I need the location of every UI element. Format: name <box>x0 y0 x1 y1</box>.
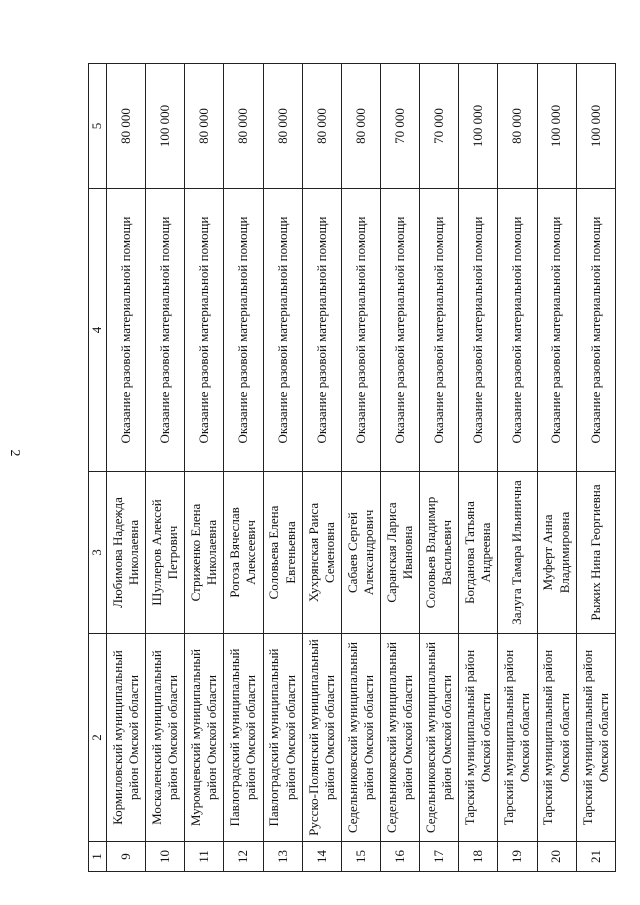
row-number-cell: 18 <box>459 842 498 872</box>
region-cell: Павлоградский муниципальный район Омской области <box>224 634 263 842</box>
row-number-cell: 16 <box>380 842 419 872</box>
table-row <box>380 64 419 872</box>
recipient-name-cell: Саранская Лариса Ивановна <box>380 472 419 634</box>
recipient-name-cell: Муферт Анна Владимировна <box>537 472 576 634</box>
region-cell: Муромцевский муниципальный район Омской области <box>185 634 224 842</box>
row-number-cell: 12 <box>224 842 263 872</box>
row-number-cell: 17 <box>420 842 459 872</box>
assistance-table <box>88 63 616 872</box>
column-header: 2 <box>89 634 107 842</box>
recipient-name-cell: Соловьева Елена Евгеньевна <box>263 472 302 634</box>
region-cell: Тарский муниципальный район Омской области <box>459 634 498 842</box>
row-number-cell: 21 <box>576 842 615 872</box>
purpose-cell: Оказание разовой материальной помощи <box>107 189 146 472</box>
table-row <box>498 64 537 872</box>
amount-cell: 100 000 <box>576 64 615 189</box>
recipient-name-cell: Рыжих Нина Георгиевна <box>576 472 615 634</box>
region-cell: Москаленский муниципальный район Омской области <box>146 634 185 842</box>
amount-cell: 80 000 <box>263 64 302 189</box>
table-row <box>341 64 380 872</box>
column-header: 5 <box>89 64 107 189</box>
table-row <box>459 64 498 872</box>
row-number-cell: 14 <box>302 842 341 872</box>
table-row <box>224 64 263 872</box>
table-row <box>107 64 146 872</box>
recipient-name-cell: Любимова Надежда Николаевна <box>107 472 146 634</box>
purpose-cell: Оказание разовой материальной помощи <box>146 189 185 472</box>
row-number-cell: 15 <box>341 842 380 872</box>
recipient-name-cell: Шуллеров Алексей Петрович <box>146 472 185 634</box>
purpose-cell: Оказание разовой материальной помощи <box>263 189 302 472</box>
amount-cell: 80 000 <box>341 64 380 189</box>
purpose-cell: Оказание разовой материальной помощи <box>576 189 615 472</box>
row-number-cell: 10 <box>146 842 185 872</box>
table-row <box>420 64 459 872</box>
column-header: 1 <box>89 842 107 872</box>
recipient-name-cell: Соловьев Владимир Васильевич <box>420 472 459 634</box>
region-cell: Павлоградский муниципальный район Омской области <box>263 634 302 842</box>
region-cell: Тарский муниципальный район Омской области <box>498 634 537 842</box>
amount-cell: 80 000 <box>302 64 341 189</box>
table-row <box>576 64 615 872</box>
amount-cell: 100 000 <box>146 64 185 189</box>
region-cell: Русско-Полянский муниципальный район Омской области <box>302 634 341 842</box>
amount-cell: 100 000 <box>459 64 498 189</box>
purpose-cell: Оказание разовой материальной помощи <box>380 189 419 472</box>
row-number-cell: 13 <box>263 842 302 872</box>
table-row <box>263 64 302 872</box>
purpose-cell: Оказание разовой материальной помощи <box>420 189 459 472</box>
region-cell: Седельниковский муниципальный район Омской области <box>341 634 380 842</box>
row-number-cell: 9 <box>107 842 146 872</box>
column-header: 4 <box>89 189 107 472</box>
row-number-cell: 20 <box>537 842 576 872</box>
amount-cell: 80 000 <box>498 64 537 189</box>
purpose-cell: Оказание разовой материальной помощи <box>537 189 576 472</box>
amount-cell: 80 000 <box>107 64 146 189</box>
region-cell: Кормиловский муниципальный район Омской области <box>107 634 146 842</box>
purpose-cell: Оказание разовой материальной помощи <box>185 189 224 472</box>
purpose-cell: Оказание разовой материальной помощи <box>341 189 380 472</box>
column-header: 3 <box>89 472 107 634</box>
amount-cell: 70 000 <box>420 64 459 189</box>
purpose-cell: Оказание разовой материальной помощи <box>302 189 341 472</box>
table-row <box>146 64 185 872</box>
rotated-page-content <box>88 64 616 872</box>
row-number-cell: 19 <box>498 842 537 872</box>
purpose-cell: Оказание разовой материальной помощи <box>224 189 263 472</box>
table-header-row <box>89 64 107 872</box>
purpose-cell: Оказание разовой материальной помощи <box>498 189 537 472</box>
amount-cell: 80 000 <box>185 64 224 189</box>
region-cell: Седельниковский муниципальный район Омской области <box>420 634 459 842</box>
region-cell: Тарский муниципальный район Омской области <box>537 634 576 842</box>
recipient-name-cell: Богданова Татьяна Андреевна <box>459 472 498 634</box>
amount-cell: 80 000 <box>224 64 263 189</box>
table-row <box>537 64 576 872</box>
row-number-cell: 11 <box>185 842 224 872</box>
page-number: 2 <box>7 449 22 457</box>
recipient-name-cell: Хухрянская Раиса Семеновна <box>302 472 341 634</box>
region-cell: Тарский муниципальный район Омской области <box>576 634 615 842</box>
region-cell: Седельниковский муниципальный район Омской области <box>380 634 419 842</box>
recipient-name-cell: Стриженко Елена Николаевна <box>185 472 224 634</box>
amount-cell: 70 000 <box>380 64 419 189</box>
recipient-name-cell: Рогоза Вячеслав Алексеевич <box>224 472 263 634</box>
recipient-name-cell: Залуга Тамара Ильинична <box>498 472 537 634</box>
table-row <box>185 64 224 872</box>
recipient-name-cell: Сабаев Сергей Александрович <box>341 472 380 634</box>
amount-cell: 100 000 <box>537 64 576 189</box>
table-row <box>302 64 341 872</box>
purpose-cell: Оказание разовой материальной помощи <box>459 189 498 472</box>
